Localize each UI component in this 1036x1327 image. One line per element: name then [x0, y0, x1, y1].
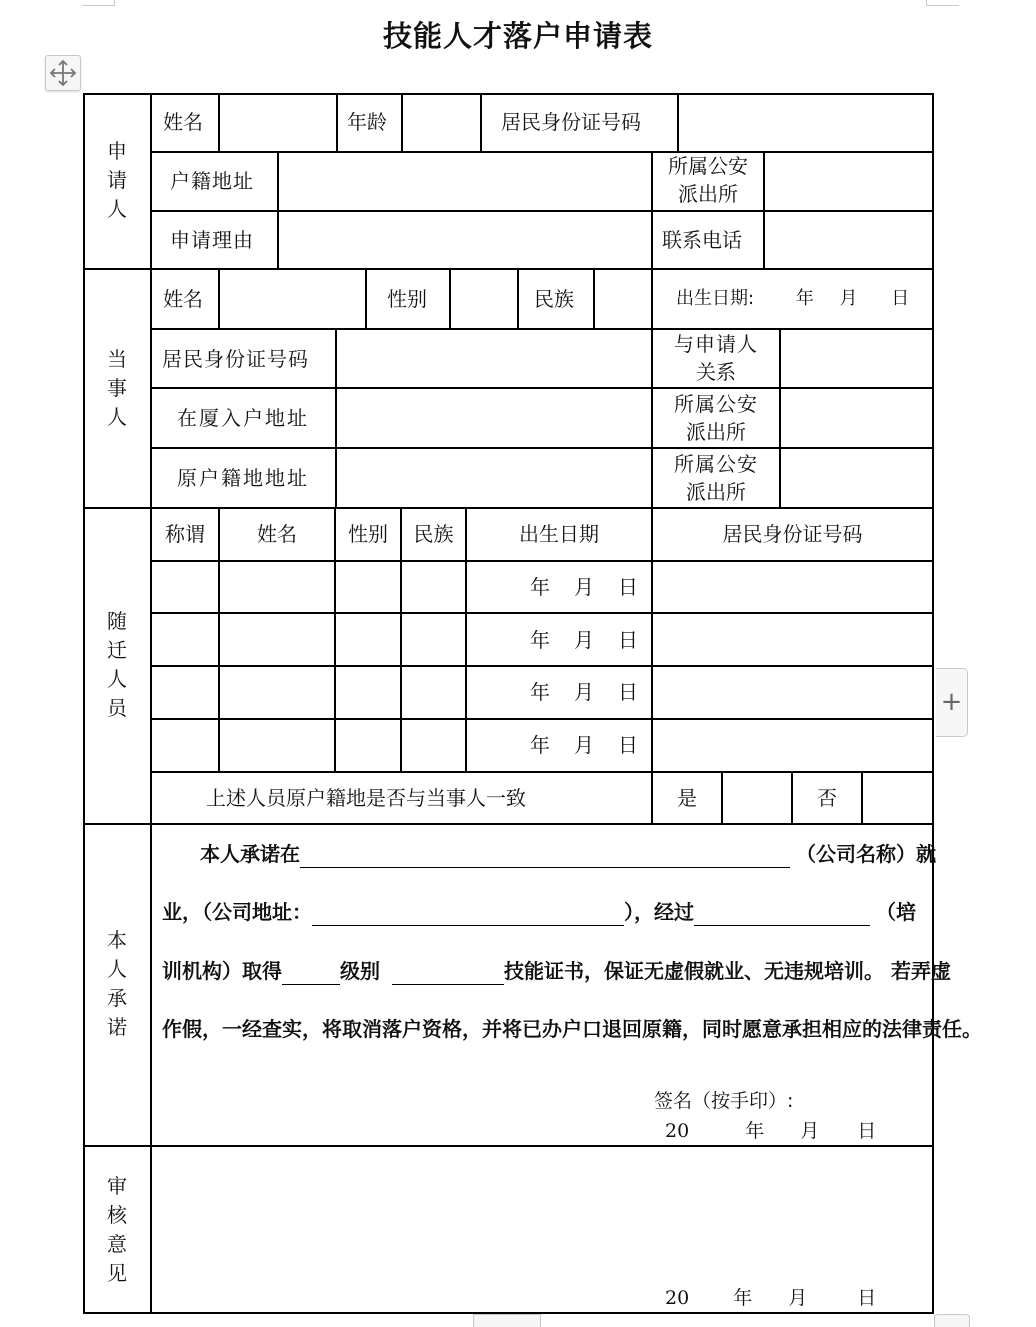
- applicant-phone-input[interactable]: [765, 212, 931, 268]
- plus-icon: +: [940, 687, 963, 717]
- day-label: 日: [891, 288, 910, 309]
- year-label: 年: [530, 733, 550, 757]
- training-institution-blank[interactable]: [694, 903, 870, 926]
- label-line: 所属公安: [668, 154, 748, 178]
- pledge-text: （培: [876, 900, 916, 924]
- label-char: 迁: [107, 638, 127, 662]
- label-line: 派出所: [686, 480, 746, 504]
- document-title: 技能人才落户申请表: [382, 19, 653, 53]
- label-char: 意: [107, 1232, 127, 1256]
- pledge-text: 技能证书，保证无虚假就业、无违规培训。 若弄虚: [504, 959, 951, 983]
- signature-label: 签名（按手印）:: [654, 1090, 794, 1112]
- label-char: 核: [107, 1203, 127, 1227]
- move-arrows-icon: [46, 56, 80, 90]
- section-line: [83, 1145, 934, 1147]
- party-original-police-station-label: [653, 450, 779, 506]
- party-original-address-label: 原户籍地地址: [177, 466, 309, 490]
- col-line: [480, 93, 482, 152]
- party-original-police-station-input[interactable]: [781, 449, 931, 506]
- day-label: 日: [618, 680, 638, 704]
- year-label: 年: [733, 1287, 753, 1309]
- header-birth-date: 出生日期: [519, 522, 599, 546]
- header-title: 称谓: [165, 522, 205, 546]
- row-line: [151, 560, 933, 562]
- day-label: 日: [857, 1120, 877, 1142]
- label-line: 派出所: [686, 420, 746, 444]
- add-column-button[interactable]: [936, 668, 968, 737]
- col-line: [336, 93, 338, 152]
- applicant-phone-label: 联系电话: [662, 228, 742, 252]
- applicant-id-input[interactable]: [679, 95, 931, 151]
- label-line: 与申请人: [674, 332, 758, 356]
- col-line: [517, 268, 519, 329]
- yes-label: 是: [677, 786, 697, 810]
- applicant-police-station-label: [653, 152, 763, 208]
- label-char: 当: [107, 347, 127, 371]
- applicant-id-label: 居民身份证号码: [501, 110, 641, 134]
- pledge-text: 业，（公司地址：: [162, 900, 312, 924]
- year-label: 年: [530, 575, 550, 599]
- section-line: [83, 823, 934, 825]
- year-label: 年: [530, 628, 550, 652]
- label-char: 见: [107, 1261, 127, 1285]
- header-gender: 性别: [348, 522, 388, 546]
- applicant-name-input[interactable]: [220, 95, 335, 151]
- party-ethnicity-label: 民族: [534, 287, 574, 311]
- no-checkbox-cell[interactable]: [863, 773, 932, 823]
- table-row[interactable]: [530, 573, 638, 601]
- page-corner-mark: [926, 0, 959, 6]
- applicant-household-address-input[interactable]: [279, 153, 650, 209]
- month-label: 月: [574, 575, 594, 599]
- month-label: 月: [800, 1120, 820, 1142]
- party-original-address-input[interactable]: [337, 449, 650, 506]
- party-relation-input[interactable]: [781, 330, 931, 386]
- month-label: 月: [574, 628, 594, 652]
- party-police-station-label: [653, 390, 779, 446]
- same-origin-question: 上述人员原户籍地是否与当事人一致: [206, 786, 526, 810]
- day-label: 日: [618, 628, 638, 652]
- header-name: 姓名: [257, 522, 297, 546]
- label-char: 本: [107, 928, 127, 952]
- resize-handle[interactable]: [473, 1314, 541, 1327]
- label-char: 人: [107, 667, 127, 691]
- col-line: [651, 507, 653, 824]
- year-label: 年: [745, 1120, 765, 1142]
- review-date[interactable]: [665, 1284, 876, 1312]
- label-char: 人: [107, 405, 127, 429]
- no-label: 否: [817, 786, 837, 810]
- review-section-label: [102, 1172, 132, 1288]
- party-id-input[interactable]: [337, 330, 650, 386]
- label-char: 承: [107, 986, 127, 1010]
- pledge-line-3: [162, 957, 951, 985]
- year-label: 年: [530, 680, 550, 704]
- pledge-text: ），经过: [624, 900, 694, 924]
- pledge-section-label: [102, 926, 132, 1042]
- day-label: 日: [857, 1287, 877, 1309]
- label-char: 诺: [107, 1015, 127, 1039]
- party-ethnicity-input[interactable]: [595, 270, 650, 327]
- label-char: 申: [107, 139, 127, 163]
- day-label: 日: [618, 733, 638, 757]
- col-line: [365, 268, 367, 329]
- month-label: 月: [788, 1287, 808, 1309]
- party-section-label: [102, 345, 132, 432]
- table-row[interactable]: [530, 678, 638, 706]
- applicant-name-label: 姓名: [163, 110, 203, 134]
- label-line: 派出所: [678, 182, 738, 206]
- review-opinion-input[interactable]: [153, 1148, 931, 1278]
- party-relation-label: [653, 330, 779, 386]
- header-ethnicity: 民族: [413, 522, 454, 546]
- party-police-station-input[interactable]: [781, 389, 931, 446]
- applicant-reason-label: 申请理由: [170, 228, 254, 252]
- label-char: 事: [107, 376, 127, 400]
- applicant-household-address-label: 户籍地址: [170, 169, 254, 193]
- table-row[interactable]: [530, 731, 638, 759]
- pledge-line-2: [162, 898, 916, 926]
- year-prefix: 20: [665, 1287, 690, 1309]
- label-line: 关系: [696, 360, 736, 384]
- party-id-label: 居民身份证号码: [162, 347, 309, 371]
- table-row[interactable]: [530, 626, 638, 654]
- row-line: [151, 612, 933, 614]
- applicant-age-input[interactable]: [403, 95, 479, 151]
- month-label: 月: [574, 733, 594, 757]
- level-blank[interactable]: [282, 962, 340, 985]
- applicant-age-label: 年龄: [347, 110, 387, 134]
- year-prefix: 20: [665, 1120, 690, 1142]
- label-char: 员: [107, 696, 127, 720]
- pledge-text: 训机构）取得: [162, 959, 282, 983]
- applicant-police-station-input[interactable]: [765, 153, 931, 209]
- table-resize-handle[interactable]: [934, 1314, 970, 1327]
- applicant-section-label: [102, 137, 132, 224]
- label-char: 人: [107, 197, 127, 221]
- pledge-text: 本人承诺在: [200, 842, 300, 866]
- label-char: 审: [107, 1174, 127, 1198]
- party-xiamen-address-input[interactable]: [337, 389, 650, 446]
- border: [150, 93, 152, 1314]
- row-line: [151, 771, 933, 773]
- label-char: 人: [107, 957, 127, 981]
- pledge-line-4: 作假，一经查实，将取消落户资格，并将已办户口退回原籍，同时愿意承担相应的法律责任。: [162, 1017, 982, 1041]
- day-label: 日: [618, 575, 638, 599]
- pledge-date[interactable]: [665, 1117, 876, 1145]
- row-line: [151, 665, 933, 667]
- accompanying-section-label: [102, 607, 132, 723]
- party-name-label: 姓名: [163, 287, 203, 311]
- label-char: 随: [107, 609, 127, 633]
- border: [83, 93, 85, 1314]
- pledge-line-1: [200, 840, 936, 868]
- section-line: [83, 507, 934, 509]
- company-name-blank[interactable]: [300, 845, 790, 868]
- month-label: 月: [574, 680, 594, 704]
- row-line: [151, 718, 933, 720]
- label-char: 请: [107, 168, 127, 192]
- yes-checkbox-cell[interactable]: [723, 773, 791, 823]
- border: [932, 93, 934, 1314]
- party-name-input[interactable]: [220, 270, 364, 327]
- party-xiamen-address-label: 在厦入户地址: [177, 406, 309, 430]
- party-gender-input[interactable]: [451, 270, 516, 327]
- pledge-text: （公司名称）就: [796, 842, 936, 866]
- month-label: 月: [839, 288, 858, 309]
- pledge-text: 级别: [340, 959, 380, 983]
- party-birth-date-field[interactable]: [676, 285, 909, 313]
- applicant-reason-input[interactable]: [279, 212, 650, 268]
- label-line: 所属公安: [674, 392, 758, 416]
- party-gender-label: 性别: [387, 287, 427, 311]
- company-address-blank[interactable]: [312, 903, 624, 926]
- year-label: 年: [795, 288, 814, 309]
- label-line: 所属公安: [674, 452, 758, 476]
- header-id-number: 居民身份证号码: [722, 522, 863, 546]
- skill-certificate-blank[interactable]: [392, 962, 504, 985]
- page-corner-mark: [82, 0, 115, 6]
- table-move-handle[interactable]: [45, 55, 81, 91]
- birth-date-label: 出生日期:: [676, 288, 755, 309]
